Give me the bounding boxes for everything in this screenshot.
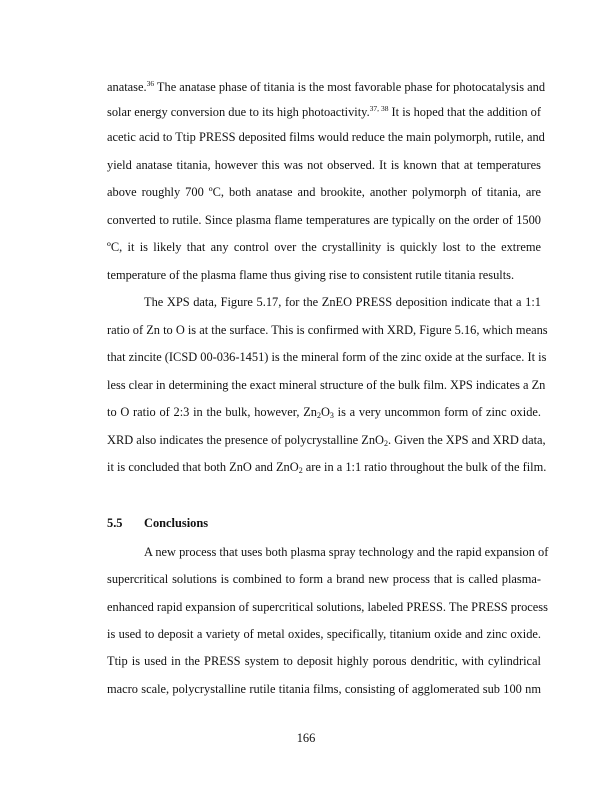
body-line: A new process that uses both plasma spray technology and the rapid expansion of: [144, 545, 549, 559]
text-run: solar energy conversion due to its high photoactivity.: [107, 105, 370, 119]
section-title: Conclusions: [144, 516, 209, 530]
body-line: converted to rutile. Since plasma flame temperatures are typically on the order of 1500: [107, 213, 541, 227]
body-line: [107, 433, 546, 448]
body-line: supercritical solutions is combined to form a brand new process that is called plasma-: [107, 572, 541, 586]
body-line: acetic acid to Ttip PRESS deposited films would reduce the main polymorph, rutile, and: [107, 130, 545, 144]
text-run: to O ratio of 2:3 in the bulk, however, Zn: [107, 405, 317, 419]
text-run: is a very uncommon form of zinc oxide.: [333, 405, 541, 419]
body-line: ºC, it is likely that any control over the crystallinity is quickly lost to the extreme: [107, 240, 541, 254]
text-run: It is hoped that the addition of: [388, 105, 541, 119]
body-line: above roughly 700 ºC, both anatase and brookite, another polymorph of titania, are: [107, 185, 541, 199]
body-line: that zincite (ICSD 00-036-1451) is the mineral form of the zinc oxide at the surface. It is: [107, 350, 547, 364]
text-run: XRD also indicates the presence of polycrystalline ZnO: [107, 433, 384, 447]
subscript: 2: [298, 466, 303, 475]
subscript: 2: [384, 439, 388, 448]
text-run: . Given the XPS and XRD data,: [388, 433, 546, 447]
text-run: it is concluded that both ZnO and ZnO: [107, 460, 299, 474]
body-line: temperature of the plasma flame thus giving rise to consistent rutile titania results.: [107, 268, 515, 282]
text-run: The anatase phase of titania is the most favorable phase for photocatalysis and: [154, 80, 546, 94]
subscript: 3: [329, 411, 334, 420]
page-number: 166: [296, 731, 316, 745]
body-line: [107, 460, 547, 475]
section-number: 5.5: [107, 516, 123, 530]
body-line: enhanced rapid expansion of supercritical solutions, labeled PRESS. The PRESS process: [107, 600, 548, 614]
text-run: O: [320, 405, 330, 419]
body-line: ratio of Zn to O is at the surface. This is confirmed with XRD, Figure 5.16, which means: [107, 323, 548, 337]
body-line: [107, 405, 541, 420]
body-line: [107, 79, 546, 95]
citation-superscript: 37, 38: [369, 104, 389, 113]
body-line: [107, 105, 541, 120]
text-run: are in a 1:1 ratio throughout the bulk of the film.: [302, 460, 547, 474]
body-line: less clear in determining the exact mineral structure of the bulk film. XPS indicates a Zn: [107, 378, 546, 392]
body-line: Ttip is used in the PRESS system to deposit highly porous dendritic, with cylindrical: [107, 654, 541, 668]
body-line: is used to deposit a variety of metal oxides, specifically, titanium oxide and zinc oxide.: [107, 627, 541, 641]
text-run: anatase.: [107, 80, 147, 94]
subscript: 2: [316, 411, 321, 420]
body-line: yield anatase titania, however this was not observed. It is known that at temperatures: [107, 158, 541, 172]
section-heading: [107, 516, 208, 531]
body-line: macro scale, polycrystalline rutile titania films, consisting of agglomerated sub 100 nm: [107, 682, 541, 696]
body-line: The XPS data, Figure 5.17, for the ZnEO PRESS deposition indicate that a 1:1: [144, 295, 541, 309]
citation-superscript: 36: [146, 79, 155, 88]
